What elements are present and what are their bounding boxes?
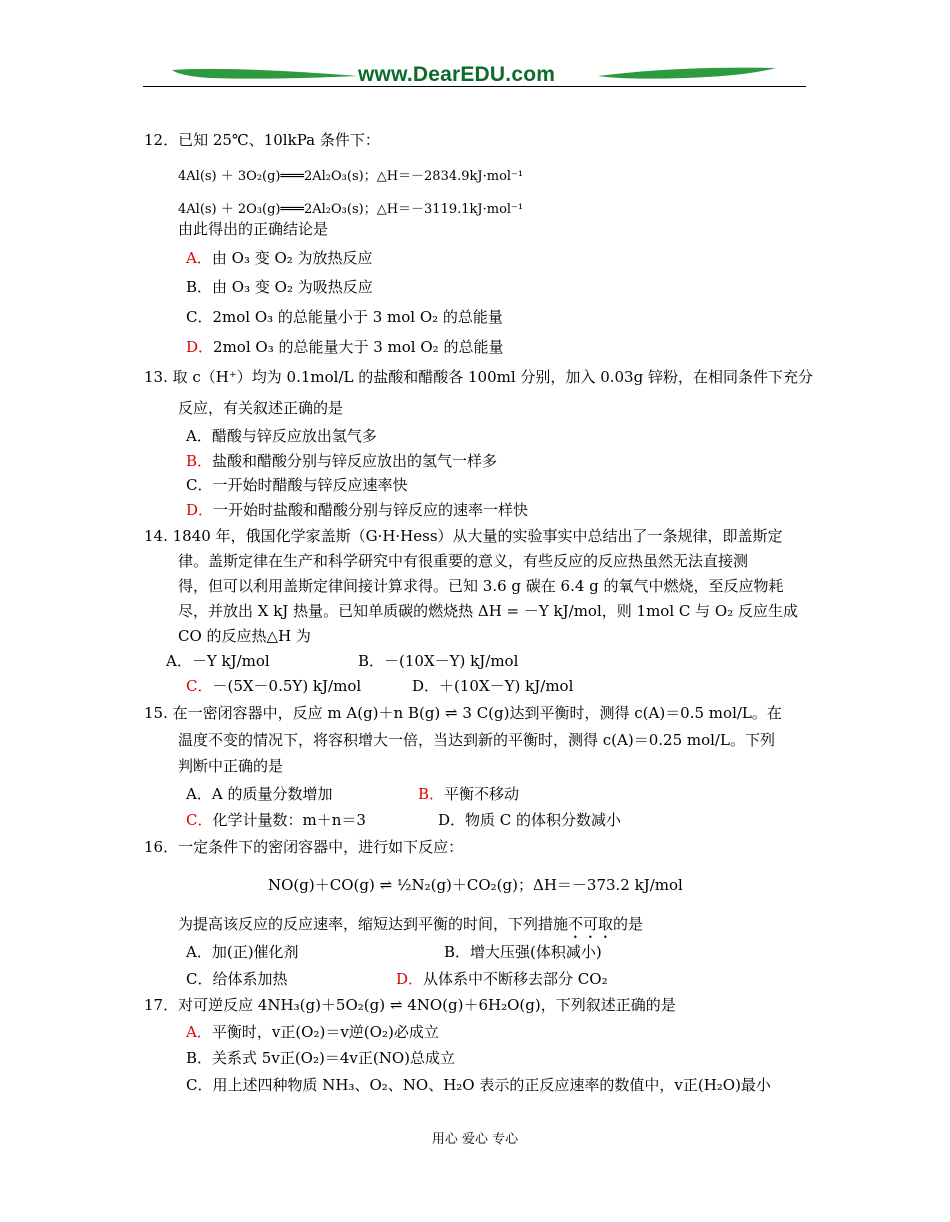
q16-question-pre: 为提高该反应的反应速率，缩短达到平衡的时间，下列措施	[178, 915, 569, 933]
q15-option-d	[438, 809, 621, 830]
option-letter: B．	[444, 943, 471, 961]
option-text: 盐酸和醋酸分别与锌反应放出的氢气一样多	[212, 452, 498, 470]
q14-stem-line-2: 律。盖斯定律在生产和科学研究中有很重要的意义，有些反应的反应热虽然无法直接测	[178, 552, 749, 570]
q16-question-emphasis: 不可取	[568, 915, 614, 933]
option-text: 2mol O₃ 的总能量大于 3 mol O₂ 的总能量	[213, 338, 504, 356]
q16-option-a	[186, 941, 299, 962]
q17-option-b	[186, 1047, 455, 1068]
q15-option-b	[418, 783, 519, 804]
option-text: 平衡不移动	[444, 785, 520, 803]
q17-stem: 17．对可逆反应 4NH₃(g)＋5O₂(g) ⇌ 4NO(g)＋6H₂O(g)，下列叙述正确的是	[144, 996, 676, 1014]
q16-option-c	[186, 968, 288, 989]
q17-option-a	[186, 1021, 439, 1042]
option-text: 物质 C 的体积分数减小	[465, 811, 622, 829]
option-text: 平衡时，v正(O₂)＝v逆(O₂)必成立	[211, 1023, 439, 1041]
q14-stem-line-3: 得，但可以利用盖斯定律间接计算求得。已知 3.6 g 碳在 6.4 g 的氧气中燃烧，至反应物耗	[178, 577, 784, 595]
option-text: 由 O₃ 变 O₂ 为吸热反应	[212, 278, 373, 296]
q13-stem-line-2: 反应，有关叙述正确的是	[178, 399, 344, 417]
option-letter: B．	[186, 278, 213, 296]
option-letter: C．	[186, 677, 213, 695]
q14-stem-line-5: CO 的反应热△H 为	[178, 627, 311, 645]
q16-question-post: 的是	[613, 915, 644, 933]
option-letter: A．	[186, 785, 212, 803]
option-text: ＋(10X－Y) kJ/mol	[439, 677, 574, 695]
q14-stem-line-1: 14. 1840 年，俄国化学家盖斯（G·H·Hess）从大量的实验事实中总结出了一条规律，即盖斯定	[144, 527, 783, 545]
q12-conclusion: 由此得出的正确结论是	[178, 220, 329, 238]
option-text: 一开始时醋酸与锌反应速率快	[212, 476, 408, 494]
option-text: 加(正)催化剂	[211, 943, 299, 961]
q14-option-b	[358, 650, 518, 671]
q13-stem-line-1: 13. 取 c（H⁺）均为 0.1mol/L 的盐酸和醋酸各 100ml 分别，加入 0.03g 锌粉，在相同条件下充分	[144, 368, 813, 386]
option-letter: C．	[186, 811, 213, 829]
q12-equation-1: 4Al(s) ＋ 3O₂(g)═══2Al₂O₃(s)；△H＝－2834.9kJ·mol⁻¹	[178, 169, 524, 184]
option-text: 给体系加热	[212, 970, 288, 988]
q12-equation-2: 4Al(s) ＋ 2O₃(g)═══2Al₂O₃(s)；△H＝－3119.1kJ·mol⁻¹	[178, 202, 524, 217]
option-letter: B．	[418, 785, 445, 803]
option-letter: C．	[186, 970, 213, 988]
option-letter: D．	[438, 811, 466, 829]
q14-stem-line-4: 尽，并放出 X kJ 热量。已知单质碳的燃烧热 ΔH = －Y kJ/mol，则 1mol C 与 O₂ 反应生成	[178, 602, 798, 620]
option-text: 一开始时盐酸和醋酸分别与锌反应的速率一样快	[213, 501, 529, 519]
q14-option-d	[412, 675, 573, 696]
option-letter: A．	[186, 427, 212, 445]
option-letter: D．	[412, 677, 440, 695]
option-text: A 的质量分数增加	[211, 785, 333, 803]
option-letter: C．	[186, 308, 213, 326]
option-text: 由 O₃ 变 O₂ 为放热反应	[211, 249, 373, 267]
option-letter: D．	[396, 970, 424, 988]
q15-stem-line-3: 判断中正确的是	[178, 757, 284, 775]
option-letter: D．	[186, 338, 214, 356]
q15-stem-line-2: 温度不变的情况下，将容积增大一倍，当达到新的平衡时，测得 c(A)＝0.25 mol/L。下列	[178, 731, 775, 749]
q16-option-d	[396, 968, 608, 989]
q13-option-b	[186, 450, 497, 471]
logo-swoosh-right	[596, 64, 778, 82]
option-text: 醋酸与锌反应放出氢气多	[211, 427, 377, 445]
q14-option-c	[186, 675, 361, 696]
logo-text: www.DearEDU.com	[358, 63, 556, 86]
option-letter: A．	[186, 1023, 212, 1041]
option-letter: C．	[186, 476, 213, 494]
option-letter: B．	[358, 652, 385, 670]
option-text: －(10X－Y) kJ/mol	[384, 652, 519, 670]
q16-stem: 16．一定条件下的密闭容器中，进行如下反应：	[144, 838, 464, 856]
header-rule	[143, 86, 806, 87]
option-letter: A．	[186, 249, 212, 267]
q13-option-c	[186, 474, 408, 495]
option-text: 增大压强(体积减小)	[470, 943, 602, 961]
option-text: 化学计量数：m＋n＝3	[212, 811, 366, 829]
option-letter: D．	[186, 501, 214, 519]
option-text: －Y kJ/mol	[191, 652, 270, 670]
option-text: 从体系中不断移去部分 CO₂	[423, 970, 608, 988]
q12-stem: 12．已知 25℃、10lkPa 条件下：	[144, 131, 380, 149]
q17-option-c	[186, 1074, 771, 1095]
q12-option-d	[186, 336, 503, 357]
q16-question	[178, 913, 643, 942]
option-text: 用上述四种物质 NH₃、O₂、NO、H₂O 表示的正反应速率的数值中，v正(H₂O)最小	[212, 1076, 771, 1094]
option-letter: B．	[186, 452, 213, 470]
q15-stem-line-1: 15. 在一密闭容器中，反应 m A(g)＋n B(g) ⇌ 3 C(g)达到平衡时，测得 c(A)＝0.5 mol/L。在	[144, 704, 782, 722]
q15-option-c	[186, 809, 366, 830]
q14-option-a	[166, 650, 270, 671]
q12-option-c	[186, 306, 503, 327]
page-footer: 用心 爱心 专心	[431, 1132, 519, 1147]
logo-swoosh-left	[170, 64, 360, 82]
q16-option-b	[444, 941, 602, 962]
option-text: 关系式 5v正(O₂)＝4v正(NO)总成立	[212, 1049, 455, 1067]
option-letter: A．	[166, 652, 192, 670]
option-letter: B．	[186, 1049, 213, 1067]
q12-option-b	[186, 276, 373, 297]
q15-option-a	[186, 783, 332, 804]
q13-option-d	[186, 499, 528, 520]
q13-option-a	[186, 425, 377, 446]
q16-equation: NO(g)＋CO(g) ⇌ ½N₂(g)＋CO₂(g)；ΔH＝－373.2 kJ/mol	[268, 876, 683, 894]
option-letter: A．	[186, 943, 212, 961]
q12-option-a	[186, 247, 373, 268]
option-letter: C．	[186, 1076, 213, 1094]
option-text: －(5X－0.5Y) kJ/mol	[212, 677, 362, 695]
option-text: 2mol O₃ 的总能量小于 3 mol O₂ 的总能量	[212, 308, 503, 326]
